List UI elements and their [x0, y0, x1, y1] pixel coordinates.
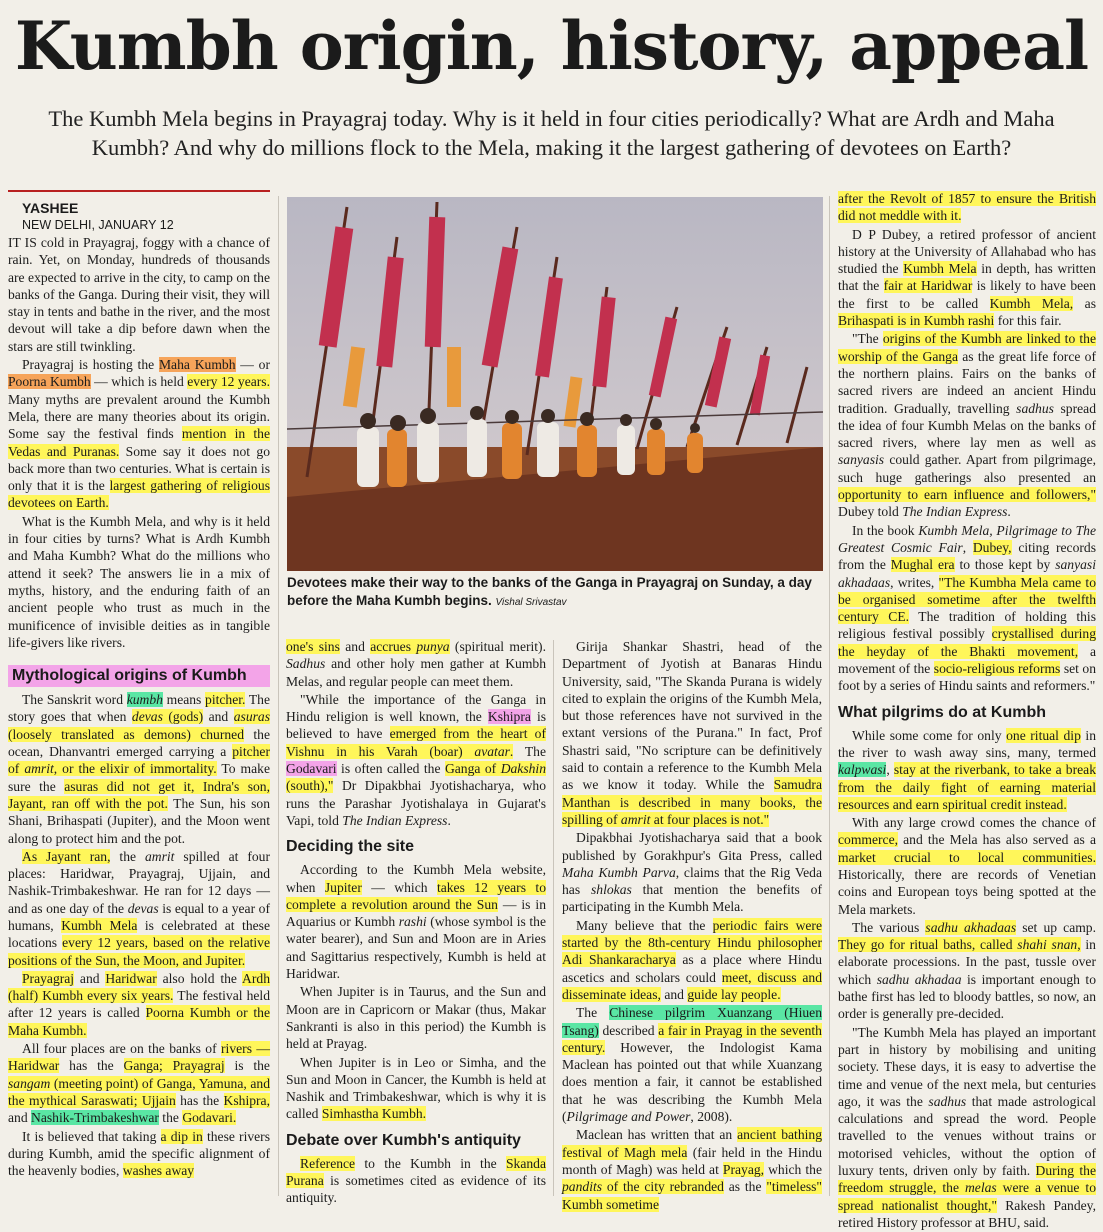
- article-photo: [287, 197, 823, 571]
- paragraph: Prayagraj and Haridwar also hold the Ardh (half) Kumbh every six years. The festival held after 12 years is called Poorna Kumbh or the Maha Kumbh.: [8, 970, 271, 1038]
- paragraph: As Jayant ran, the amrit spilled at four places: Haridwar, Prayagraj, Ujjain, and Nashik-Trimbakeshwar. He ran for 12 days — and as one day of the devas is equal to a year of humans, Kumbh Mela is celebrated at these locations every 12 years, based on the relative positions of the Sun, the Moon, and Jupiter.: [8, 848, 271, 968]
- column-divider: [278, 196, 279, 1196]
- deck: The Kumbh Mela begins in Prayagraj today. Why is it held in four cities periodically? What are Ardh and Maha Kumbh? And why do millions flock to the Mela, making it the largest gathering of devotees on Earth?: [48, 106, 1055, 160]
- paragraph: one's sins and accrues punya (spiritual merit). Sadhus and other holy men gather at Kumbh Melas, and regular people can meet them.: [286, 639, 546, 689]
- paragraph: Prayagraj is hosting the Maha Kumbh — or Poorna Kumbh — which is held every 12 years. Many myths are prevalent around the Kumbh Mela, there are many theories about its origin. Some say the festival finds mention in the Vedas and Puranas. Some say it does not go back more than two centuries. What is certain is only that it is the largest gathering of religious devotees on Earth.: [8, 357, 271, 511]
- byline-rule: [8, 190, 270, 192]
- paragraph: Reference to the Kumbh in the Skanda Purana is sometimes cited as evidence of its antiquity.: [286, 1155, 546, 1206]
- photo-credit: Vishal Srivastav: [495, 597, 567, 608]
- subhead-deciding-site: Deciding the site: [286, 838, 415, 856]
- column-divider: [829, 196, 830, 1196]
- byline-dateline: NEW DELHI, JANUARY 12: [22, 218, 174, 232]
- article-column-4: [838, 190, 1096, 1232]
- paragraph: "The origins of the Kumbh are linked to the worship of the Ganga as the great life force of the northern plains. Fairs on the banks of sacred rivers are indeed an ancient Hindu tradition. Gradually, travelling sadhus spread the idea of four Kumbh Melas on the banks of sacred rivers, where lay men as well as sanyasis could gather. Apart from pilgrimage, such huge gatherings also presented an opportunity to earn influence and followers," Dubey told The Indian Express.: [838, 331, 1096, 520]
- paragraph: It is believed that taking a dip in these rivers during Kumbh, amid the specific alignment of the heavenly bodies, washes away: [8, 1128, 270, 1179]
- byline-author: YASHEE: [22, 200, 79, 216]
- subhead-mythological-origins: Mythological origins of Kumbh: [8, 665, 270, 687]
- paragraph: Maclean has written that an ancient bathing festival of Magh mela (fair held in the Hindu month of Magh) was held at Prayag, which the pandits of the city rebranded as the "timeless" Kumbh sometime: [562, 1127, 822, 1212]
- paragraph: The Sanskrit word kumbh means pitcher. The story goes that when devas (gods) and asuras (loosely translated as demons) churned the ocean, Dhanvantri emerged carrying a pitcher of amrit, or the elixir of immortality. To make sure the asuras did not get it, Indra's son, Jayant, ran off with the pot. The Sun, his son Shani, Brihaspati (Jupiter), and the Moon went along to protect him and the pot.: [8, 692, 270, 846]
- paragraph: "While the importance of the Ganga in Hindu religion is well known, the Kshipra is believed to have emerged from the heart of Vishnu in his Varah (boar) avatar. The Godavari is often called the Ganga of Dakshin (south)," Dr Dipakbhai Jyotishacharya, who runs the Parashar Jyotishalaya in Gujarat's Vapi, told The Indian Express.: [286, 691, 547, 828]
- article-column-1: [8, 190, 270, 1180]
- paragraph: When Jupiter is in Leo or Simha, and the Sun and Moon in Cancer, the Kumbh is held at Nashik and Trimbakeshwar, which is why it is called Simhastha Kumbh.: [286, 1054, 546, 1122]
- paragraph: When Jupiter is in Taurus, and the Sun and Moon are in Capricorn or Makar (thus, Makar Sankranti is also in this period) the Kumbh is held at Prayag.: [286, 984, 546, 1052]
- paragraph: Girija Shankar Shastri, head of the Department of Jyotish at Banaras Hindu University, said, "The Skanda Purana is widely cited to explain the origins of the Kumbh Mela, but those references have not survived in the extant versions of the Purana." In fact, Prof Shastri said, "No scripture can be definitively said to contain a reference to the Kumbh Mela as we know it today. While the Samudra Manthan is described in many books, the spilling of amrit at four places is not.": [562, 639, 822, 827]
- subhead-pilgrims: What pilgrims do at Kumbh: [838, 703, 1046, 721]
- column-divider: [553, 640, 554, 1196]
- paragraph: The Chinese pilgrim Xuanzang (Hiuen Tsang) described a fair in Prayag in the seventh century. However, the Indologist Kama Maclean has pointed out that while Xuanzang does mention a fair, it cannot be established that he was describing the Kumbh Mela (Pilgrimage and Power, 2008).: [562, 1005, 822, 1125]
- article-column-3: [562, 638, 822, 1214]
- paragraph: All four places are on the banks of rivers — Haridwar has the Ganga; Prayagraj is the sangam (meeting point) of Ganga, Yamuna, and the mythical Saraswati; Ujjain has the Kshipra, and Nashik-Trimbakeshwar the Godavari.: [8, 1041, 270, 1126]
- paragraph: The various sadhu akhadaas set up camp. They go for ritual baths, called shahi snan, in elaborate processions. In the past, tussle over which sadhu akhadaa is important enough to bathe first has led to bloody battles, so now, an order is generally pre-decided.: [838, 919, 1096, 1022]
- paragraph: after the Revolt of 1857 to ensure the British did not meddle with it.: [838, 191, 1096, 224]
- paragraph: D P Dubey, a retired professor of ancient history at the University of Allahabad who has studied the Kumbh Mela in depth, has written that the fair at Haridwar is likely to have been the first to be called Kumbh Mela, as Brihaspati is in Kumbh rashi for this fair.: [838, 226, 1096, 329]
- subhead-debate-antiquity: Debate over Kumbh's antiquity: [286, 1131, 521, 1149]
- paragraph: Many believe that the periodic fairs were started by the 8th-century Hindu philosopher Adi Shankaracharya as a place where Hindu ascetics and scholars could meet, discuss and disseminate ideas, and guide lay people.: [562, 917, 823, 1002]
- paragraph: According to the Kumbh Mela website, when Jupiter — which takes 12 years to complete a revolution around the Sun — is in Aquarius or Kumbh rashi (whose symbol is the water bearer), and Sun and Moon are in Aries and Sagittarius respectively, Kumbh is held at Haridwar.: [286, 862, 547, 982]
- article-column-2: [286, 638, 546, 1208]
- paragraph: What is the Kumbh Mela, and why is it held in four cities by turns? What is Ardh Kumbh and Maha Kumbh? What do the millions who attend it seek? The answers lie in a mix of myths, history, and the enduring faith of an ancient people who trust as much in the munificence of invisible deities as in tangible life-givers like rivers.: [8, 513, 270, 650]
- paragraph: IT IS cold in Prayagraj, foggy with a chance of rain. Yet, on Monday, hundreds of thousands are expected to arrive in the city, to camp on the banks of the Ganga. During their visit, they will stay in tents and bathe in the river, and the most devout will take a dip before dawn when the stars are still twinkling.: [8, 235, 270, 354]
- paragraph: "The Kumbh Mela has played an important part in history by mobilising and uniting society. These days, it is easy to advertise the time and venue of the next mela, but centuries ago, it was the sadhus that made astrological calculations and spread the word. People travelled to the venues without trains or motorised vehicles, without the option of luxury tents, driven only by faith. During the freedom struggle, the melas were a venue to spread nationalist thought," Rakesh Pandey, retired History professor at BHU, said.: [838, 1024, 1097, 1230]
- paragraph: With any large crowd comes the chance of commerce, and the Mela has also served as a market crucial to local communities. Historically, there are records of Venetian coins and European toys being spotted at the Mela markets.: [838, 815, 1096, 917]
- photo-caption: [287, 574, 823, 612]
- caption-text: Devotees make their way to the banks of the Ganga in Prayagraj on Sunday, a day before the Maha Kumbh begins.: [287, 575, 812, 608]
- devotees-procession-image: [287, 197, 823, 571]
- paragraph: Dipakbhai Jyotishacharya said that a book published by Gorakhpur's Gita Press, called Maha Kumbh Parva, claims that the Rig Veda has shlokas that mention the benefits of participating in the Kumbh Mela.: [562, 830, 823, 915]
- paragraph: While some come for only one ritual dip in the river to wash away sins, many, termed kalpwasi, stay at the riverbank, to take a break from the daily fight of earning material resources and earn spiritual credit instead.: [838, 727, 1096, 812]
- paragraph: In the book Kumbh Mela, Pilgrimage to The Greatest Cosmic Fair, Dubey, citing records from the Mughal era to those kept by sanyasi akhadaas, writes, "The Kumbha Mela came to be organised sometime after the twelfth century CE. The tradition of holding this religious festival possibly crystallised during the heyday of the Bhakti movement, a movement of the socio-religious reforms set on foot by a series of Hindu saints and reformers.": [838, 522, 1097, 694]
- headline: Kumbh origin, history, appeal: [14, 7, 1089, 85]
